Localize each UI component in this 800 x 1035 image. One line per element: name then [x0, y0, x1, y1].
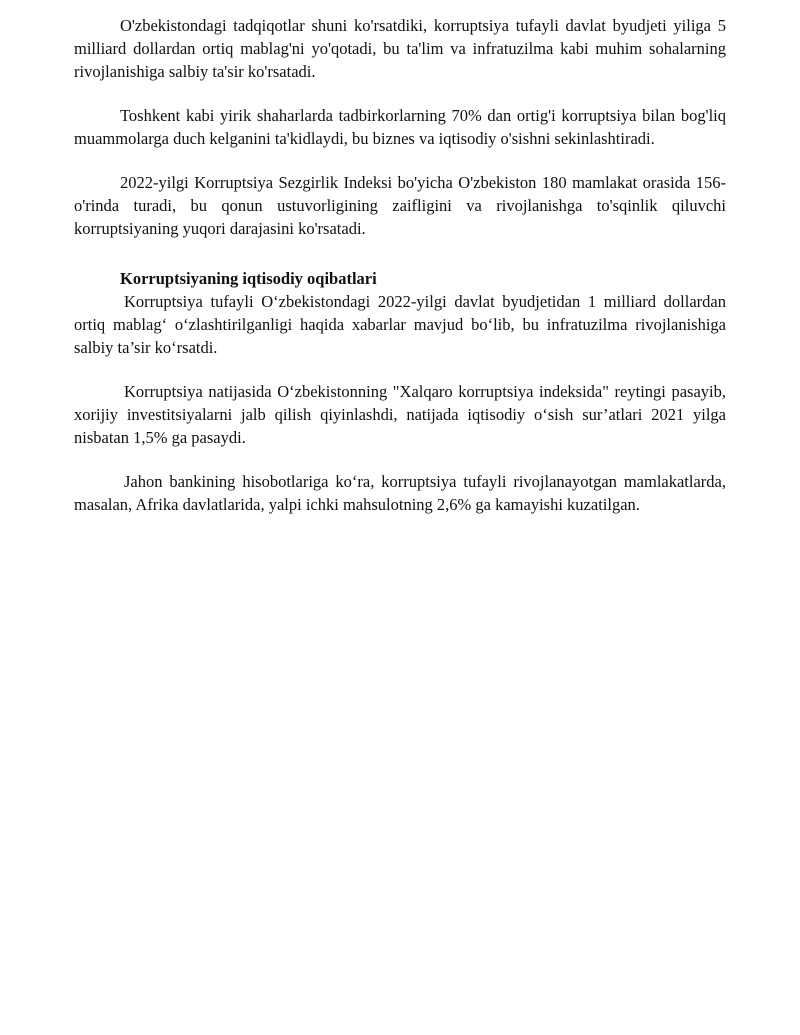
paragraph-investment-decline: Korruptsiya natijasida O‘zbekistonning "Xalqaro korruptsiya indeksida" reytingi pasayib, xorijiy investitsiyalarni jalb qilish qiyinlashdi, natijada iqtisodiy o‘sish sur’atlari 2021 yilga nisbatan 1,5% ga pasaydi. [74, 382, 726, 447]
section-economic-consequences [74, 267, 726, 516]
paragraph-tashkent-entrepreneurs: Toshkent kabi yirik shaharlarda tadbirkorlarning 70% dan ortig'i korruptsiya bilan bog'liq muammolarga duch kelganini ta'kidlaydi, bu biznes va iqtisodiy o'sishni sekinlashtiradi. [74, 106, 726, 148]
paragraph-world-bank-reports: Jahon bankining hisobotlariga ko‘ra, korruptsiya tufayli rivojlanayotgan mamlakatlarda, masalan, Afrika davlatlarida, yalpi ichki mahsulotning 2,6% ga kamayishi kuzatilgan. [74, 472, 726, 514]
paragraph-budget-losses: O'zbekistondagi tadqiqotlar shuni ko'rsatdiki, korruptsiya tufayli davlat byudjeti yiliga 5 milliard dollardan ortiq mablag'ni yo'qotadi, bu ta'lim va infratuzilma kabi muhim sohalarning rivojlanishiga salbiy ta'sir ko'rsatadi. [74, 16, 726, 81]
document-page [74, 14, 726, 516]
section-heading: Korruptsiyaning iqtisodiy oqibatlari [120, 269, 377, 288]
paragraph-budget-misappropriation: Korruptsiya tufayli O‘zbekistondagi 2022-yilgi davlat byudjetidan 1 milliard dollardan ortiq mablag‘ o‘zlashtirilganligi haqida xabarlar mavjud bo‘lib, bu infratuzilma rivojlanishiga salbiy ta’sir ko‘rsatdi. [74, 292, 726, 357]
paragraph-corruption-index-ranking: 2022-yilgi Korruptsiya Sezgirlik Indeksi bo'yicha O'zbekiston 180 mamlakat orasida 156-o'rinda turadi, bu qonun ustuvorligining zaifligini va rivojlanishga to'sqinlik qiluvchi korruptsiyaning yuqori darajasini ko'rsatadi. [74, 173, 726, 238]
